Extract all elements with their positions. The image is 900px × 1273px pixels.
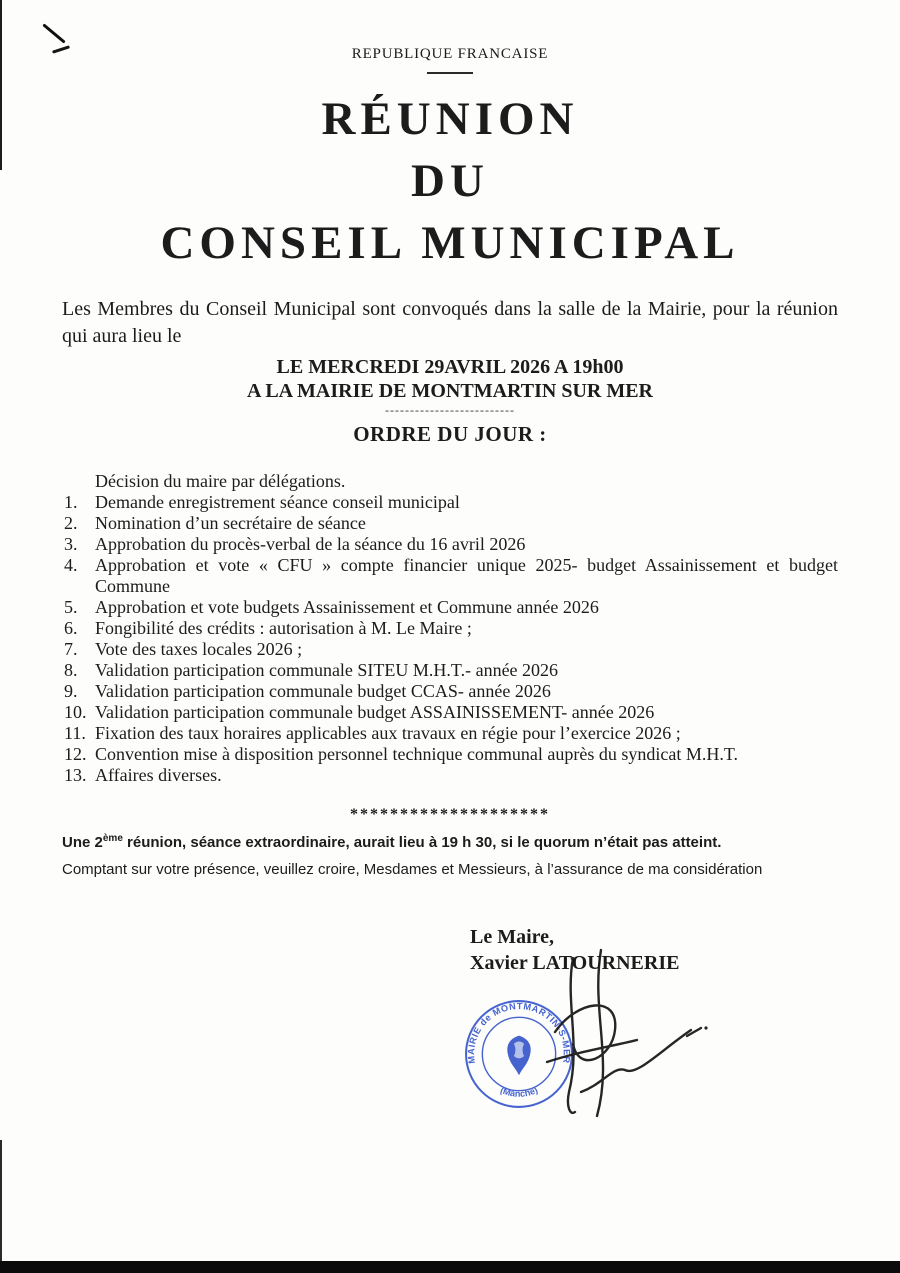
- signatory-role: Le Maire,: [470, 926, 555, 948]
- agenda-item: Validation participation communale budget CCAS- année 2026: [95, 681, 551, 701]
- title-line-3: CONSEIL MUNICIPAL: [160, 217, 740, 269]
- scan-artifact-bottom-bar: [0, 1261, 900, 1273]
- agenda-list: [62, 492, 838, 786]
- agenda-item: Fixation des taux horaires applicables aux travaux en régie pour l’exercice 2026 ;: [95, 723, 681, 743]
- republic-header: REPUBLIQUE FRANCAISE: [351, 46, 549, 62]
- closing-note: Comptant sur votre présence, veuillez croire, Mesdames et Messieurs, à l’assurance de ma considération: [62, 861, 763, 878]
- agenda-preamble: Décision du maire par délégations.: [95, 471, 346, 491]
- signatory-name: Xavier LATOURNERIE: [470, 952, 680, 974]
- dotted-separator: --------------------------: [385, 403, 515, 417]
- agenda-heading: ORDRE DU JOUR :: [353, 422, 547, 446]
- agenda-item: Affaires diverses.: [95, 765, 222, 785]
- agenda-item: Convention mise à disposition personnel technique communal auprès du syndicat M.H.T.: [95, 744, 739, 764]
- meeting-datetime: LE MERCREDI 29AVRIL 2026 A 19h00: [276, 356, 624, 378]
- stamp-bottom-text: (Manche): [498, 1084, 540, 1099]
- agenda-item: Approbation et vote budgets Assainissement et Commune année 2026: [95, 597, 599, 617]
- agenda-item: Validation participation communale SITEU M.H.T.- année 2026: [95, 660, 559, 680]
- scan-artifact-left-edge-bottom: [0, 1140, 2, 1273]
- quorum-note-prefix: Une 2: [62, 834, 103, 851]
- handwritten-signature: [455, 940, 735, 1150]
- agenda-item: Vote des taxes locales 2026 ;: [95, 639, 303, 659]
- quorum-note-superscript: ème: [102, 833, 123, 844]
- notes-section: [62, 829, 838, 880]
- header-rule: [427, 72, 473, 74]
- agenda-section: [62, 471, 838, 786]
- title-line-2: DU: [411, 155, 489, 207]
- quorum-note-rest: réunion, séance extraordinaire, aurait lieu à 19 h 30, si le quorum n’était pas atteint.: [122, 834, 722, 851]
- meeting-location: A LA MAIRIE DE MONTMARTIN SUR MER: [247, 380, 653, 402]
- agenda-item: Nomination d’un secrétaire de séance: [95, 513, 366, 533]
- stamp-top-text: MAIRIE de MONTMARTIN-S-MER: [466, 1001, 572, 1065]
- agenda-item: Demande enregistrement séance conseil municipal: [95, 492, 460, 512]
- title-line-1: RÉUNION: [321, 93, 579, 145]
- document-title: [62, 88, 838, 274]
- quorum-note: [62, 829, 838, 853]
- agenda-item: Approbation et vote « CFU » compte financier unique 2025- budget Assainissement et budget Commune: [95, 555, 838, 596]
- stars-separator: ********************: [350, 806, 550, 823]
- stamp-and-signature-area: [455, 940, 735, 1150]
- agenda-item: Approbation du procès-verbal de la séance du 16 avril 2026: [95, 534, 526, 554]
- intro-paragraph: Les Membres du Conseil Municipal sont convoqués dans la salle de la Mairie, pour la réunion qui aura lieu le: [62, 298, 838, 347]
- agenda-item: Fongibilité des crédits : autorisation à M. Le Maire ;: [95, 618, 472, 638]
- agenda-item: Validation participation communale budget ASSAINISSEMENT- année 2026: [95, 702, 655, 722]
